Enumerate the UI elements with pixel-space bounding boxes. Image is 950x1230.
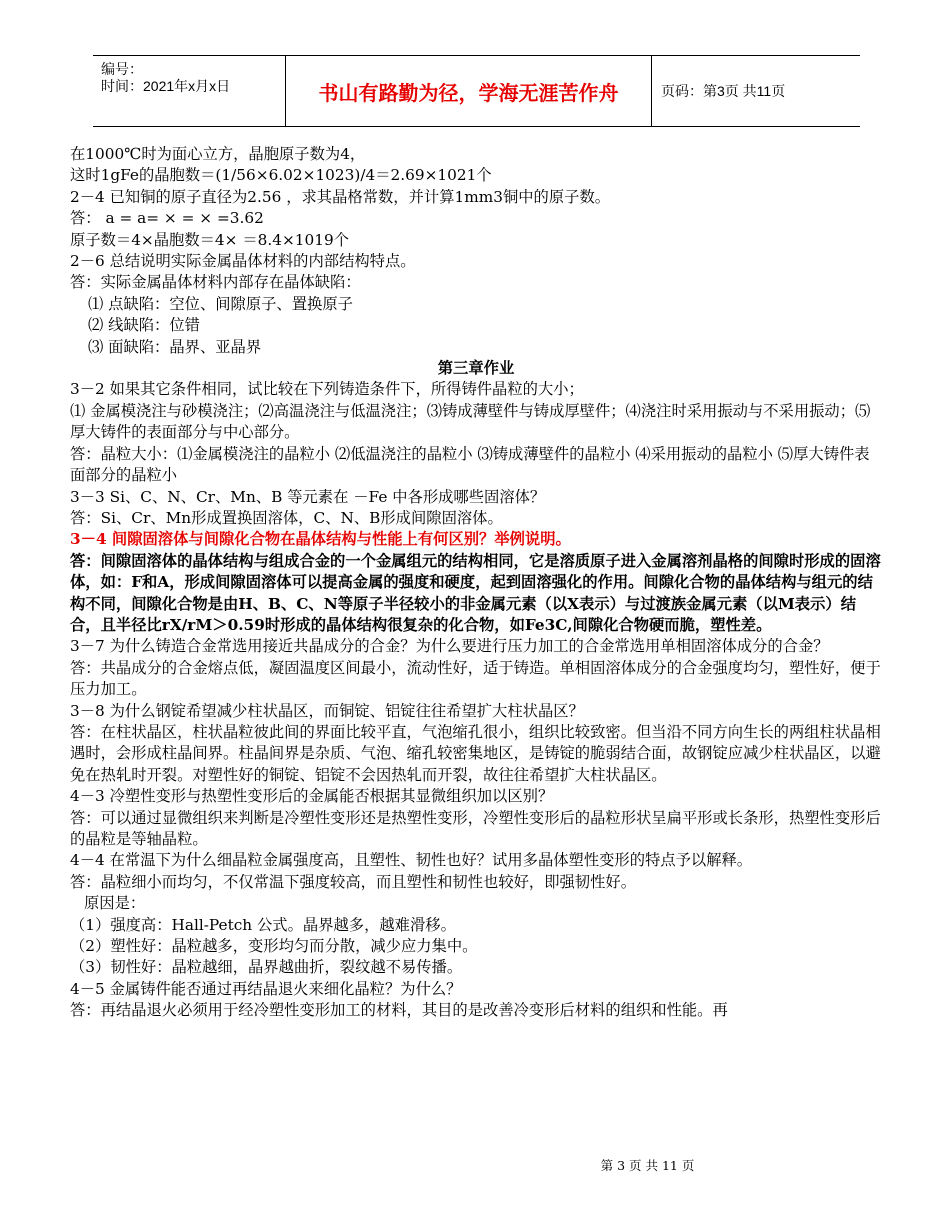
question-line: 2－6 总结说明实际金属晶体材料的内部结构特点。 — [70, 252, 416, 271]
text-line: 原子数＝4×晶胞数＝4× ＝8.4×1019个 — [70, 230, 350, 249]
answer-line: 答： a = a= × = × =3.62 — [70, 209, 264, 228]
answer-line: 答：实际金属晶体材料内部存在晶体缺陷： — [70, 273, 361, 292]
question-line: 3－3 Si、C、N、Cr、Mn、B 等元素在 －Fe 中各形成哪些固溶体？ — [70, 487, 546, 506]
text-line: ⑴ 金属模浇注与砂模浇注；⑵高温浇注与低温浇注；⑶铸成薄壁件与铸成厚壁件；⑷浇注时采用振动与不采用振动；⑸厚大铸件的表面部分与中心部分。 — [70, 401, 871, 442]
time-label: 时间：2021年x月x日 — [101, 78, 231, 94]
question-line: 4－5 金属铸件能否通过再结晶退火来细化晶粒？为什么？ — [70, 979, 462, 998]
header-meta — [93, 56, 285, 126]
page-footer: 第 3 页 共 11 页 — [600, 1158, 695, 1173]
header-motto: 书山有路勤为径，学海无涯苦作舟 — [285, 56, 652, 126]
bold-answer: 答：间隙固溶体的晶体结构与组成合金的一个金属组元的结构相同，它是溶质原子进入金属溶剂晶格的间隙时形成的固溶体，如：F和A，形成间隙固溶体可以提高金属的强度和硬度，起到固溶强化的作用。间隙化合物的晶体结构与组元的结构不同，间隙化合物是由H、B、C、N等原子半径较小的非金属元素（以X表示）与过渡族金属元素（以M表示）结合，且半径比rX/rM＞0.59时形成的晶体结构很复杂的化合物，如Fe3C,间隙化合物硬而脆，塑性差。 — [70, 551, 881, 634]
number-label: 编号： — [101, 61, 143, 77]
answer-line: 答：再结晶退火必须用于经冷塑性变形加工的材料，其目的是改善冷变形后材料的组织和性能。再 — [70, 1001, 728, 1020]
list-item: （3）韧性好：晶粒越细，晶界越曲折，裂纹越不易传播。 — [70, 958, 463, 977]
text-line: 这时1gFe的晶胞数＝(1/56×6.02×1023)/4＝2.69×1021个 — [70, 166, 492, 185]
list-item: ⑵ 线缺陷：位错 — [88, 316, 200, 335]
document-body — [70, 144, 882, 1022]
answer-line: 答：晶粒大小：⑴金属模浇注的晶粒小 ⑵低温浇注的晶粒小 ⑶铸成薄壁件的晶粒小 ⑷采用振动的晶粒小 ⑸厚大铸件表面部分的晶粒小 — [70, 444, 870, 485]
text-line: 原因是： — [84, 894, 146, 913]
list-item: （1）强度高：Hall-Petch 公式。晶界越多，越难滑移。 — [70, 915, 456, 934]
question-line: 4－3 冷塑性变形与热塑性变形后的金属能否根据其显微组织加以区别？ — [70, 787, 554, 806]
answer-line: 答：共晶成分的合金熔点低，凝固温度区间最小，流动性好，适于铸造。单相固溶体成分的合金强度均匀，塑性好，便于压力加工。 — [70, 658, 881, 699]
question-line: 2－4 已知铜的原子直径为2.56 ，求其晶格常数，并计算1mm3铜中的原子数。 — [70, 187, 611, 206]
text-line: 在1000℃时为面心立方，晶胞原子数为4， — [70, 145, 366, 163]
question-line: 3－8 为什么钢锭希望减少柱状晶区，而铜锭、铝锭往往希望扩大柱状晶区？ — [70, 701, 584, 720]
list-item: ⑴ 点缺陷：空位、间隙原子、置换原子 — [88, 294, 353, 313]
question-line: 4－4 在常温下为什么细晶粒金属强度高，且塑性、韧性也好？试用多晶体塑性变形的特点予以解释。 — [70, 851, 753, 870]
list-item: （2）塑性好：晶粒越多，变形均匀而分散，减少应力集中。 — [70, 937, 478, 956]
chapter-heading: 第三章作业 — [437, 359, 515, 378]
page-header — [93, 55, 860, 127]
header-page-info: 页码：第3页 共11页 — [661, 83, 786, 99]
answer-line: 答：Si、Cr、Mn形成置换固溶体，C、N、B形成间隙固溶体。 — [70, 508, 503, 527]
list-item: ⑶ 面缺陷：晶界、亚晶界 — [88, 337, 262, 356]
question-line: 3－7 为什么铸造合金常选用接近共晶成分的合金？为什么要进行压力加工的合金常选用单相固溶体成分的合金？ — [70, 637, 829, 656]
answer-line: 答：可以通过显微组织来判断是冷塑性变形还是热塑性变形，冷塑性变形后的晶粒形状呈扁平形或长条形，热塑性变形后的晶粒是等轴晶粒。 — [70, 808, 881, 848]
question-line: 3－2 如果其它条件相同，试比较在下列铸造条件下，所得铸件晶粒的大小； — [70, 380, 584, 399]
answer-line: 答：晶粒细小而均匀，不仅常温下强度较高，而且塑性和韧性也较好，即强韧性好。 — [70, 872, 636, 891]
highlighted-question: 3－4 间隙固溶体与间隙化合物在晶体结构与性能上有何区别？举例说明。 — [70, 530, 571, 549]
answer-line: 答：在柱状晶区，柱状晶粒彼此间的界面比较平直，气泡缩孔很小，组织比较致密。但当沿不同方向生长的两组柱状晶相遇时，会形成柱晶间界。柱晶间界是杂质、气泡、缩孔较密集地区，是铸锭的脆弱结合面，故钢锭应减少柱状晶区，以避免在热轧时开裂。对塑性好的铜锭、铝锭不会因热轧而开裂，故往往希望扩大柱状晶区。 — [70, 722, 881, 784]
